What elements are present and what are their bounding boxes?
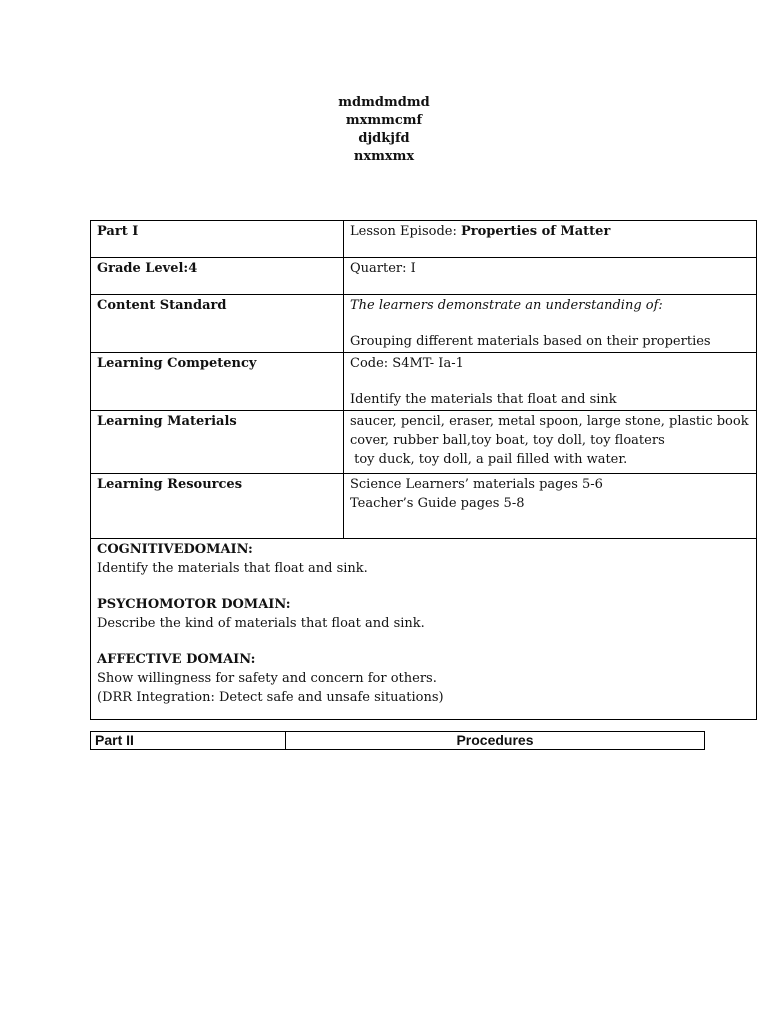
learning-competency-label: Learning Competency	[91, 353, 344, 411]
table-row	[91, 411, 757, 474]
part-label: Part I	[91, 221, 344, 258]
psychomotor-domain-text: Describe the kind of materials that float and sink.	[97, 616, 425, 631]
header-line-3: djdkjfd	[358, 131, 410, 146]
competency-code: Code: S4MT- Ia-1	[350, 356, 464, 371]
content-standard-label: Content Standard	[91, 295, 344, 353]
quarter-value: Quarter: I	[344, 258, 757, 295]
domains-cell	[91, 539, 757, 720]
table-row	[91, 221, 757, 258]
header-line-2: mxmmcmf	[345, 113, 423, 128]
cognitive-domain-title: COGNITIVEDOMAIN:	[97, 542, 253, 557]
content-standard-cell	[344, 295, 757, 353]
part-two-label: Part II	[91, 732, 286, 750]
document-header	[0, 94, 768, 166]
cognitive-domain	[97, 540, 750, 578]
affective-domain-note: (DRR Integration: Detect safe and unsafe situations)	[97, 690, 444, 705]
competency-text: Identify the materials that float and sink	[350, 392, 617, 407]
learning-materials-cell	[344, 411, 757, 474]
table-row	[91, 539, 757, 720]
grade-level-label: Grade Level:4	[91, 258, 344, 295]
header-line-1: mdmdmdmd	[338, 95, 430, 110]
lesson-episode-prefix: Lesson Episode:	[350, 224, 461, 239]
content-standard-intro: The learners demonstrate an understanding of:	[350, 298, 663, 313]
affective-domain-text: Show willingness for safety and concern for others.	[97, 671, 437, 686]
procedures-heading: Procedures	[286, 732, 705, 750]
header-line-4: nxmxmx	[353, 149, 415, 164]
learning-resources-label: Learning Resources	[91, 474, 344, 539]
table-row	[91, 258, 757, 295]
table-row	[91, 474, 757, 539]
cognitive-domain-text: Identify the materials that float and sink.	[97, 561, 368, 576]
lesson-episode-cell	[344, 221, 757, 258]
learning-materials-label: Learning Materials	[91, 411, 344, 474]
affective-domain	[97, 650, 750, 707]
learning-competency-cell	[344, 353, 757, 411]
lesson-title: Properties of Matter	[461, 224, 611, 239]
resources-line-2: Teacher’s Guide pages 5-8	[350, 496, 525, 511]
materials-line-2: cover, rubber ball,toy boat, toy doll, toy floaters	[350, 433, 665, 448]
resources-line-1: Science Learners’ materials pages 5-6	[350, 477, 603, 492]
affective-domain-title: AFFECTIVE DOMAIN:	[97, 652, 256, 667]
psychomotor-domain-title: PSYCHOMOTOR DOMAIN:	[97, 597, 291, 612]
procedures-table	[90, 731, 705, 750]
materials-line-3: toy duck, toy doll, a pail filled with water.	[350, 452, 628, 467]
table-row	[91, 295, 757, 353]
psychomotor-domain	[97, 595, 750, 633]
learning-resources-cell	[344, 474, 757, 539]
table-row	[91, 732, 705, 750]
lesson-plan-table	[90, 220, 757, 720]
materials-line-1: saucer, pencil, eraser, metal spoon, large stone, plastic book	[350, 414, 749, 429]
table-row	[91, 353, 757, 411]
content-standard-text: Grouping different materials based on their properties	[350, 334, 711, 349]
